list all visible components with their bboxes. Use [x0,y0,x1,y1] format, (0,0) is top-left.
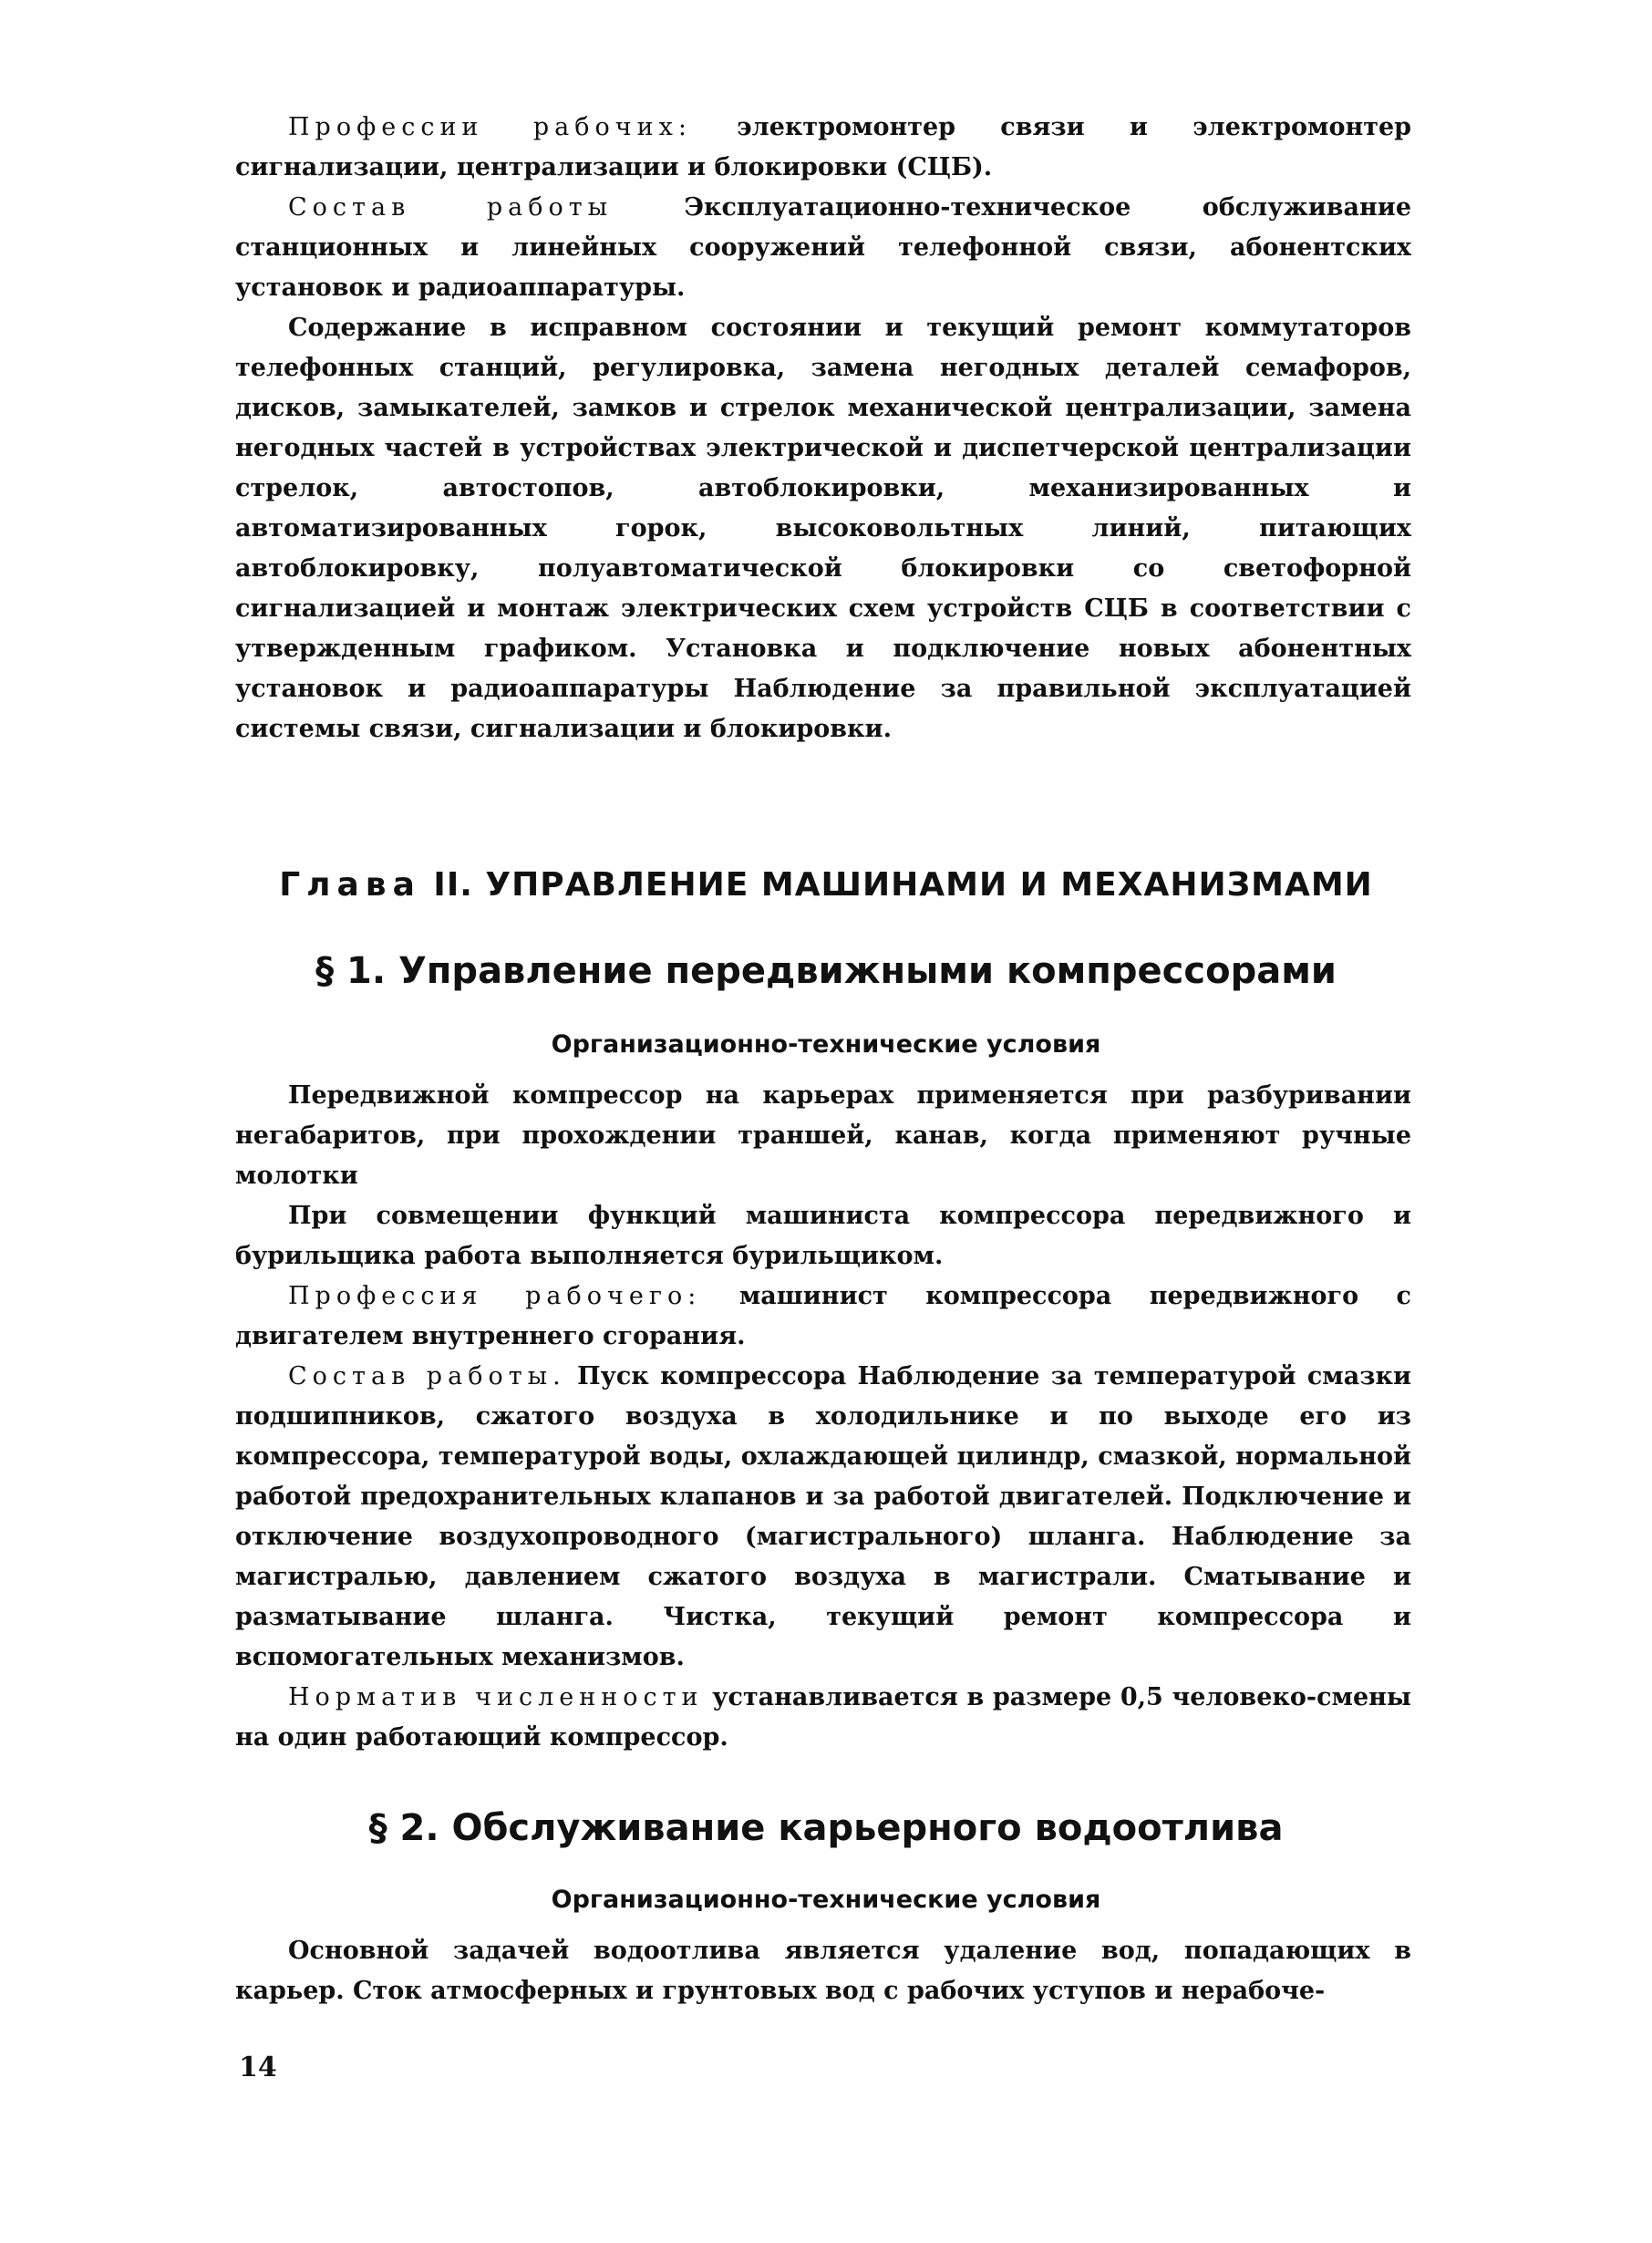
lead-professions: Профессии рабочих: [288,113,692,141]
lead-work-scope: Состав работы [288,193,614,222]
section-2-title: § 2. Обслуживание карьерного водоотлива [368,1807,1284,1849]
lead-staffing-norm: Норматив численности [288,1683,704,1711]
paragraph-worker-profession [235,1277,1411,1357]
paragraph-drainage-task: Основной задачей водоотлива является удаление вод, попадающих в карьер. Сток атмосферных и грунтовых вод с рабочих уступов и нерабоче- [235,1937,1411,2005]
page-number: 14 [239,2052,277,2083]
intro-block [235,108,1411,749]
professions-text: электромонтер связи и электромонтер сигнализации, централизации и блокировки (СЦБ). [235,113,1412,181]
paragraph-work-scope [235,188,1411,308]
lead-work-composition: Состав работы. [288,1362,566,1390]
chapter-title: II. УПРАВЛЕНИЕ МАШИНАМИ И МЕХАНИЗМАМИ [433,866,1373,904]
section-2-body [235,1931,1411,2011]
section-1-subtitle: Организационно-технические условия [551,1030,1101,1059]
staffing-norm-text: устанавливается в размере 0,5 человеко-смены на один работающий компрессор. [235,1683,1411,1752]
paragraph-compressor-usage: Передвижной компрессор на карьерах применяется при разбуривании негабаритов, при прохождении траншей, канав, когда применяют ручные молотки [235,1081,1411,1190]
paragraph-professions [235,108,1411,188]
work-composition-text: Пуск компрессора Наблюдение за температурой смазки подшипников, сжатого воздуха в холодильнике и по выходе его из компрессора, температурой воды, охлаждающей цилиндр, смазкой, нормальной работой предохранительных клапанов и за работой двигателей. Подключение и отключение воздухопроводного (магистрального) шланга. Наблюдение за магистралью, давлением сжатого воздуха в магистрали. Сматывание и разматывание шланга. Чистка, текущий ремонт компрессора и вспомогательных механизмов. [235,1362,1411,1671]
paragraph-maintenance: Содержание в исправном состоянии и текущий ремонт коммутаторов телефонных станций, регулировка, замена негодных деталей семафоров, дисков, замыкателей, замков и стрелок механической централизации, замена негодных частей в устройствах электрической и диспетчерской централизации стрелок, автостопов, автоблокировки, механизированных и автоматизированных горок, высоковольтных линий, питающих автоблокировку, полуавтоматической блокировки со светофорной сигнализацией и монтаж электрических схем устройств СЦБ в соответствии с утвержденным графиком. Установка и подключение новых абонентных установок и радиоаппаратуры Наблюдение за правильной эксплуатацией системы связи, сигнализации и блокировки. [235,314,1411,743]
paragraph-work-composition [235,1357,1411,1678]
paragraph-staffing-norm [235,1678,1411,1758]
paragraph-combined-functions: При совмещении функций машиниста компрессора передвижного и бурильщика работа выполняется бурильщиком. [235,1202,1411,1270]
section-1-title: § 1. Управление передвижными компрессорами [315,950,1337,992]
worker-profession-text: машинист компрессора передвижного с двигателем внутреннего сгорания. [235,1282,1411,1350]
lead-worker-profession: Профессия рабочего: [288,1282,702,1310]
work-scope-text: Эксплуатационно-техническое обслуживание станционных и линейных сооружений телефонной связи, абонентских установок и радиоаппаратуры. [235,193,1411,302]
chapter-prefix: Глава [279,866,421,904]
section-1-body [235,1076,1411,1758]
section-2-subtitle: Организационно-технические условия [551,1886,1101,1914]
chapter-heading [0,866,1652,904]
